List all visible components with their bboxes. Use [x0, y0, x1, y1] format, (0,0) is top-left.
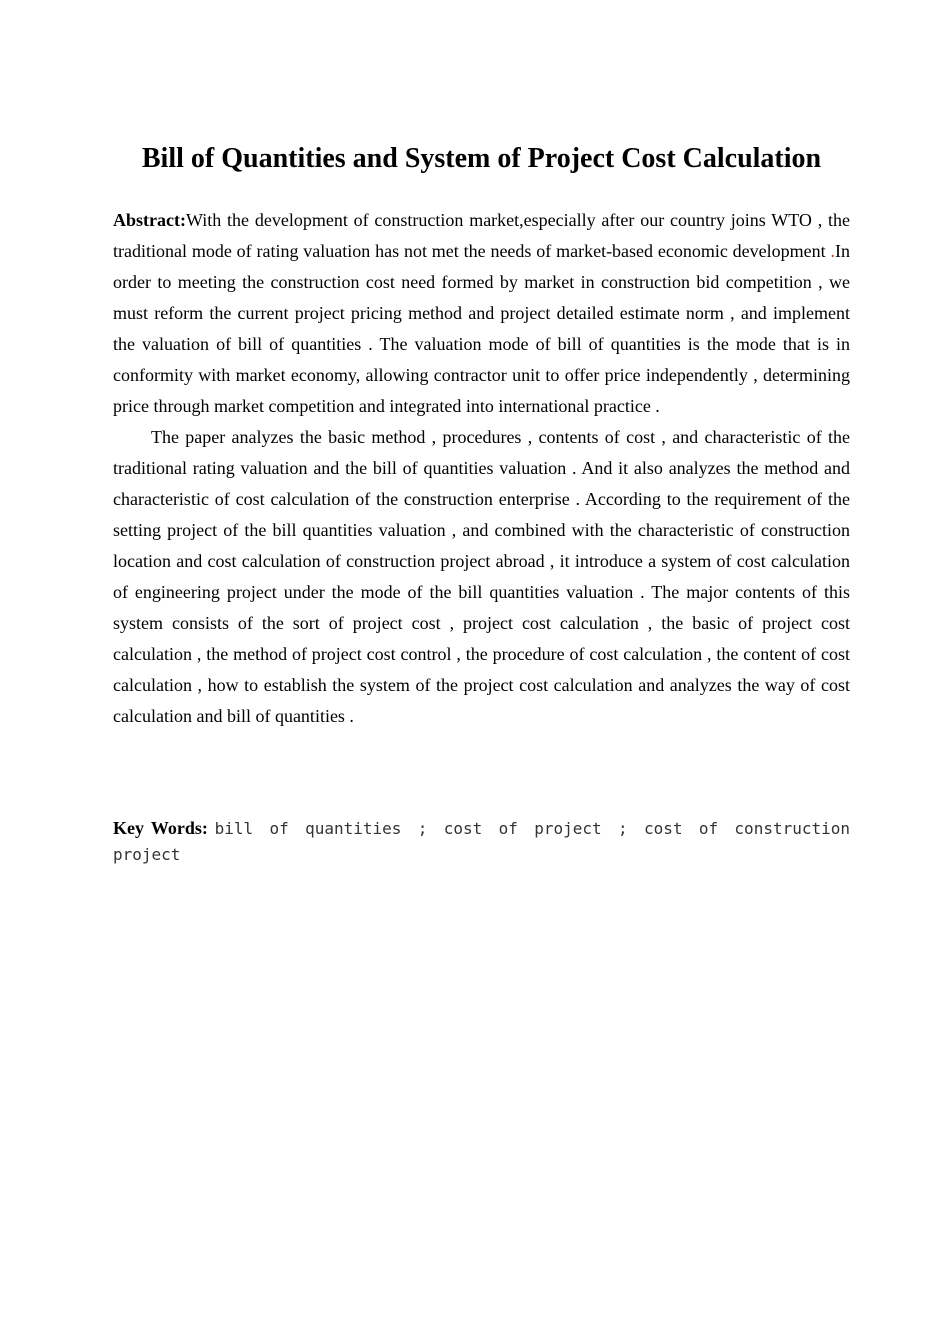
abstract-section	[113, 205, 850, 732]
abstract-paragraph-1	[113, 205, 850, 422]
keywords-section	[113, 816, 850, 868]
document-title: Bill of Quantities and System of Project Cost Calculation	[141, 143, 822, 174]
keywords-label: Key Words:	[113, 818, 208, 838]
abstract-text-part-2: In order to meeting the construction cost need formed by market in construction bid competition , we must reform the current project pricing method and project detailed estimate norm , and implement the valuation of bill of quantities . The valuation mode of bill of quantities is the mode that is in conformity with market economy, allowing contractor unit to offer price independently , determining price through market competition and integrated into international practice .	[113, 241, 850, 416]
abstract-red-period: .	[830, 241, 835, 261]
keywords-text: bill of quantities ; cost of project ; cost of construction project	[113, 819, 851, 864]
abstract-text-part-1: With the development of construction market,especially after our country joins WTO , the traditional mode of rating valuation has not met the needs of market-based economic development	[113, 210, 850, 261]
abstract-paragraph-2: The paper analyzes the basic method , procedures , contents of cost , and characteristic of the traditional rating valuation and the bill of quantities valuation . And it also analyzes the method and characteristic of cost calculation of the construction enterprise . According to the requirement of the setting project of the bill quantities valuation , and combined with the characteristic of construction location and cost calculation of construction project abroad , it introduce a system of cost calculation of engineering project under the mode of the bill quantities valuation . The major contents of this system consists of the sort of project cost , project cost calculation , the basic of project cost calculation , the method of project cost control , the procedure of cost calculation , the content of cost calculation , how to establish the system of the project cost calculation and analyzes the way of cost calculation and bill of quantities .	[113, 427, 850, 726]
abstract-label: Abstract:	[113, 210, 186, 230]
